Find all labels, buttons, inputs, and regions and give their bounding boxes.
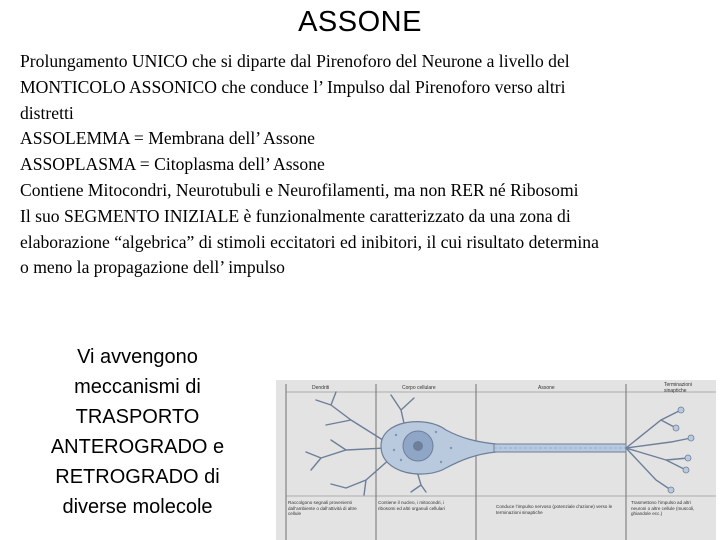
transport-note-line: TRASPORTO xyxy=(75,406,200,428)
note-terminazioni: Trasmettono l’impulso ad altri neuroni o altre cellule (muscoli, ghiandole ecc.) xyxy=(631,500,695,517)
description-line: MONTICOLO ASSONICO che conduce l’ Impulso dal Pirenoforo verso altri xyxy=(20,76,566,97)
label-assone: Assone xyxy=(538,385,555,391)
transport-note-line: diverse molecole xyxy=(62,496,213,518)
label-terminazioni: Terminazioni sinaptiche xyxy=(664,382,693,394)
description-line: Il suo SEGMENTO INIZIALE è funzionalmente caratterizzato da una zona di xyxy=(20,205,571,226)
description-line: o meno la propagazione dell’ impulso xyxy=(20,257,285,278)
neuron-figure xyxy=(276,380,716,540)
synaptic-terminals-shape xyxy=(626,410,691,490)
transport-note-line: Vi avvengono xyxy=(77,346,198,368)
transport-note xyxy=(25,342,250,522)
axon-description xyxy=(20,49,720,281)
description-line: Prolungamento UNICO che si diparte dal Pirenoforo del Neurone a livello del xyxy=(20,51,570,71)
transport-note-line: ANTEROGRADO e xyxy=(50,436,225,458)
note-assone: Conduce l’impulso nervoso (potenziale d’azione) verso le terminazioni sinaptiche xyxy=(496,504,613,515)
description-line: Contiene Mitocondri, Neurotubuli e Neurofilamenti, ma non RER né Ribosomi xyxy=(20,179,579,200)
label-dendriti: Dendriti xyxy=(312,385,330,391)
description-line: ASSOPLASMA = Citoplasma dell’ Assone xyxy=(20,154,325,175)
note-corpo-cellulare: Contiene il nucleo, i mitocondri, i ribosomi ed altri organuli cellulari xyxy=(378,500,445,511)
slide-title: ASSONE xyxy=(298,6,422,38)
description-line: distretti xyxy=(20,102,74,123)
transport-note-line: meccanismi di xyxy=(74,376,201,398)
cell-body-shape xyxy=(381,422,496,474)
note-dendriti: Raccolgono segnali provenienti dall’ambiente o dall’attività di altre cellule xyxy=(288,500,357,517)
description-line: ASSOLEMMA = Membrana dell’ Assone xyxy=(20,128,315,149)
description-line: elaborazione “algebrica” di stimoli eccitatori ed inibitori, il cui risultato determina xyxy=(20,231,599,252)
transport-note-line: RETROGRADO di xyxy=(55,466,220,488)
label-corpo-cellulare: Corpo cellulare xyxy=(402,385,436,391)
